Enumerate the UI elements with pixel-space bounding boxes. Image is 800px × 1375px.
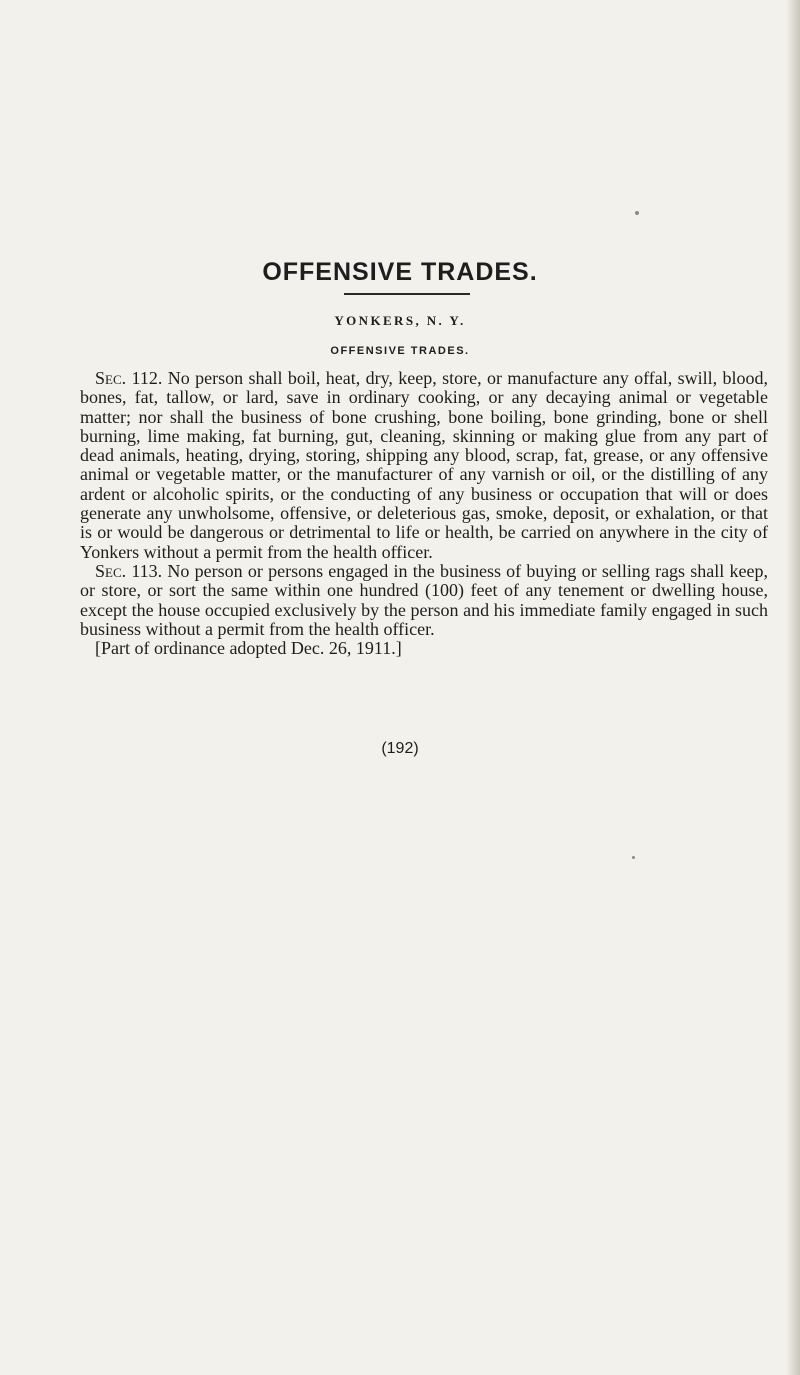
- section-text: No person shall boil, heat, dry, keep, store, or manufacture any offal, swill, blood, bones, fat, tallow, or lard, save in ordinary cooking, or any decaying animal or vegetable matter; nor shall the business of bone crushing, bone boiling, bone grinding, bone or shell burning, lime making, fat burning, gut, cleaning, skinning or making glue from any part of dead animals, heating, drying, storing, shipping any blood, scrap, fat, grease, or any offensive animal or vegetable matter, or the manufacturer of any varnish or oil, or the distilling of any ardent or alcoholic spirits, or the conducting of any business or occupation that will or does generate any unwholsome, offensive, or deleterious gas, smoke, deposit, or exhalation, or that is or would be dangerous or detrimental to life or health, be carried on anywhere in the city of Yonkers without a permit from the health officer.: [80, 368, 768, 562]
- ink-speck: [635, 211, 639, 215]
- section-label: Sec. 113.: [95, 560, 163, 581]
- ink-speck: [632, 856, 635, 859]
- section-113-paragraph: [80, 562, 768, 639]
- section-heading: OFFENSIVE TRADES.: [330, 345, 470, 357]
- section-label: Sec. 112.: [95, 368, 163, 388]
- page-title: OFFENSIVE TRADES.: [262, 258, 538, 286]
- page-edge-shadow: [786, 0, 800, 1375]
- page-number: (192): [381, 740, 419, 757]
- section-text: No person or persons engaged in the business of buying or selling rags shall keep, or store, or sort the same within one hundred (100) feet of any tenement or dwelling house, except the house occupied exclusively by the person and his immediate family engaged in such business without a permit from the health officer.: [80, 560, 768, 639]
- title-divider: [344, 293, 470, 295]
- city-heading: YONKERS, N. Y.: [334, 313, 466, 328]
- section-112-paragraph: [80, 369, 768, 562]
- ordinance-text: [80, 369, 768, 658]
- ordinance-note: [Part of ordinance adopted Dec. 26, 1911.]: [95, 638, 402, 659]
